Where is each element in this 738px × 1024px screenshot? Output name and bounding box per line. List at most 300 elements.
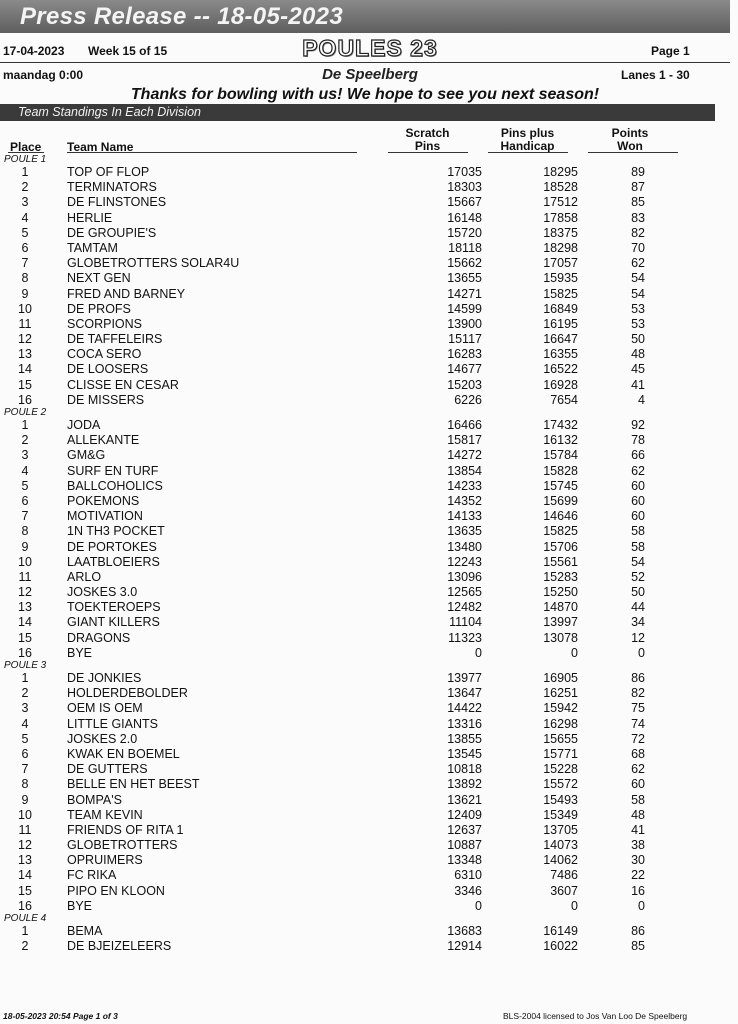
team-points-won: 53 xyxy=(631,301,645,316)
team-pins-handicap: 18295 xyxy=(543,165,578,179)
team-name: BALLCOHOLICS xyxy=(67,478,163,493)
team-scratch-pins: 12409 xyxy=(447,807,482,822)
team-name: TAMTAM xyxy=(67,240,118,255)
team-points-won: 45 xyxy=(631,362,645,377)
team-name: JOSKES 3.0 xyxy=(67,585,138,600)
team-place: 10 xyxy=(18,301,32,316)
team-name: DE PORTOKES xyxy=(67,539,157,554)
table-row xyxy=(0,868,738,883)
team-name: DE PROFS xyxy=(67,301,131,316)
team-pins-handicap: 15250 xyxy=(543,585,578,600)
team-pins-handicap: 16195 xyxy=(543,316,578,331)
team-scratch-pins: 13683 xyxy=(447,924,482,938)
team-points-won: 38 xyxy=(631,838,645,853)
team-pins-handicap: 16022 xyxy=(543,939,578,954)
team-scratch-pins: 12565 xyxy=(447,585,482,600)
week-label: Week 15 of 15 xyxy=(88,44,168,58)
table-row xyxy=(0,884,738,899)
team-place: 13 xyxy=(18,853,32,868)
team-scratch-pins: 15203 xyxy=(447,377,482,392)
team-points-won: 22 xyxy=(631,868,645,883)
team-place: 11 xyxy=(18,316,32,331)
team-scratch-pins: 10887 xyxy=(447,838,482,853)
team-points-won: 58 xyxy=(631,792,645,807)
table-row xyxy=(0,838,738,853)
team-name: HERLIE xyxy=(67,210,113,225)
team-points-won: 54 xyxy=(631,554,645,569)
team-scratch-pins: 12914 xyxy=(447,939,482,954)
column-header-handicap: Handicap xyxy=(500,139,555,153)
division-name: POULE 2 xyxy=(4,407,47,418)
team-points-won: 62 xyxy=(631,762,645,777)
team-place: 16 xyxy=(18,392,32,407)
team-place: 15 xyxy=(18,630,32,645)
team-pins-handicap: 15942 xyxy=(543,701,578,716)
team-name: BELLE EN HET BEEST xyxy=(67,777,200,792)
team-points-won: 58 xyxy=(631,539,645,554)
team-name: OPRUIMERS xyxy=(67,853,143,868)
team-name: ALLEKANTE xyxy=(67,433,140,448)
team-scratch-pins: 13480 xyxy=(447,539,482,554)
table-row xyxy=(0,732,738,747)
team-pins-handicap: 15771 xyxy=(543,746,578,761)
team-pins-handicap: 15349 xyxy=(543,807,578,822)
scratch-underline xyxy=(388,152,468,153)
team-pins-handicap: 14062 xyxy=(543,853,578,868)
team-pins-handicap: 15283 xyxy=(543,569,578,584)
team-name: JODA xyxy=(67,418,101,432)
team-place: 15 xyxy=(18,883,32,898)
team-points-won: 85 xyxy=(631,195,645,210)
team-place: 11 xyxy=(18,822,32,837)
team-points-won: 41 xyxy=(631,822,645,837)
team-name: BOMPA'S xyxy=(67,792,122,807)
table-row xyxy=(0,332,738,347)
team-pins-handicap: 16647 xyxy=(543,332,578,347)
team-points-won: 48 xyxy=(631,807,645,822)
team-points-won: 66 xyxy=(631,448,645,463)
table-row xyxy=(0,165,738,180)
team-points-won: 4 xyxy=(638,392,645,407)
team-place: 9 xyxy=(21,792,29,807)
day-time: maandag 0:00 xyxy=(3,68,84,82)
team-name: TEAM KEVIN xyxy=(67,807,143,822)
team-scratch-pins: 10818 xyxy=(447,762,482,777)
team-pins-handicap: 13078 xyxy=(543,630,578,645)
team-place: 16 xyxy=(18,898,32,913)
team-place: 7 xyxy=(21,509,29,524)
column-header-won: Won xyxy=(617,139,643,153)
table-row xyxy=(0,256,738,271)
team-place: 10 xyxy=(18,554,32,569)
team-pins-handicap: 16928 xyxy=(543,377,578,392)
team-name: DE JONKIES xyxy=(67,671,142,685)
team-place: 1 xyxy=(21,165,29,179)
team-place: 2 xyxy=(21,180,29,195)
table-row xyxy=(0,287,738,302)
team-pins-handicap: 15228 xyxy=(543,762,578,777)
team-points-won: 60 xyxy=(631,509,645,524)
team-name: COCA SERO xyxy=(67,347,142,362)
table-row xyxy=(0,808,738,823)
team-pins-handicap: 15655 xyxy=(543,731,578,746)
team-scratch-pins: 13316 xyxy=(447,716,482,731)
team-points-won: 54 xyxy=(631,271,645,286)
points-underline xyxy=(588,152,678,153)
footer-license: BLS-2004 licensed to Jos Van Loo De Speelberg xyxy=(503,1011,688,1021)
column-header-scratch-pins: Pins xyxy=(414,139,441,153)
table-row xyxy=(0,494,738,509)
team-points-won: 86 xyxy=(631,671,645,685)
team-pins-handicap: 17858 xyxy=(543,210,578,225)
team-pins-handicap: 15745 xyxy=(543,478,578,493)
team-points-won: 68 xyxy=(631,746,645,761)
team-points-won: 41 xyxy=(631,377,645,392)
division-name: POULE 3 xyxy=(4,660,47,671)
team-pins-handicap: 15935 xyxy=(543,271,578,286)
team-pins-handicap: 15828 xyxy=(543,463,578,478)
team-scratch-pins: 14599 xyxy=(447,301,482,316)
team-place: 8 xyxy=(21,271,29,286)
team-place: 1 xyxy=(21,924,29,938)
team-scratch-pins: 17035 xyxy=(447,165,482,179)
team-pins-handicap: 17057 xyxy=(543,256,578,271)
table-row xyxy=(0,180,738,195)
team-scratch-pins: 13621 xyxy=(447,792,482,807)
place-underline xyxy=(8,152,44,153)
team-place: 14 xyxy=(18,868,32,883)
team-place: 3 xyxy=(21,195,29,210)
team-scratch-pins: 13900 xyxy=(447,316,482,331)
table-row xyxy=(0,448,738,463)
table-row xyxy=(0,271,738,286)
team-points-won: 50 xyxy=(631,585,645,600)
division-header xyxy=(0,914,738,924)
team-scratch-pins: 15817 xyxy=(447,433,482,448)
team-place: 3 xyxy=(21,448,29,463)
team-name: DE BJEIZELEERS xyxy=(67,939,172,954)
team-points-won: 74 xyxy=(631,716,645,731)
team-place: 6 xyxy=(21,746,29,761)
table-row xyxy=(0,347,738,362)
team-pins-handicap: 18298 xyxy=(543,240,578,255)
team-pins-handicap: 7486 xyxy=(550,868,578,883)
column-header-pins-plus: Pins plus xyxy=(500,126,555,140)
team-name: SURF EN TURF xyxy=(67,463,159,478)
team-pins-handicap: 17432 xyxy=(543,418,578,432)
team-place: 2 xyxy=(21,939,29,954)
table-row xyxy=(0,762,738,777)
team-place: 9 xyxy=(21,539,29,554)
team-name: BYE xyxy=(67,645,93,660)
team-points-won: 92 xyxy=(631,418,645,432)
table-row xyxy=(0,418,738,433)
team-name: POKEMONS xyxy=(67,493,140,508)
team-scratch-pins: 16466 xyxy=(447,418,482,432)
team-pins-handicap: 0 xyxy=(571,898,578,913)
table-row xyxy=(0,939,738,954)
table-row xyxy=(0,378,738,393)
team-name: DE TAFFELEIRS xyxy=(67,332,163,347)
team-name: OEM IS OEM xyxy=(67,701,143,716)
team-name: SCORPIONS xyxy=(67,316,143,331)
table-row xyxy=(0,585,738,600)
team-points-won: 60 xyxy=(631,777,645,792)
team-scratch-pins: 14422 xyxy=(447,701,482,716)
team-points-won: 83 xyxy=(631,210,645,225)
team-pins-handicap: 13997 xyxy=(543,615,578,630)
team-name: HOLDERDEBOLDER xyxy=(67,686,188,701)
team-scratch-pins: 15667 xyxy=(447,195,482,210)
table-row xyxy=(0,793,738,808)
team-name: DE GROUPIE'S xyxy=(67,225,157,240)
column-header-scratch: Scratch xyxy=(405,126,450,140)
press-release-banner xyxy=(0,0,730,33)
table-row xyxy=(0,686,738,701)
table-row xyxy=(0,853,738,868)
page-number: Page 1 xyxy=(651,44,690,58)
team-place: 8 xyxy=(21,777,29,792)
table-row xyxy=(0,899,738,914)
table-row xyxy=(0,777,738,792)
team-name: GM&G xyxy=(67,448,106,463)
team-points-won: 62 xyxy=(631,463,645,478)
table-row xyxy=(0,524,738,539)
team-pins-handicap: 15784 xyxy=(543,448,578,463)
table-row xyxy=(0,615,738,630)
table-row xyxy=(0,362,738,377)
team-pins-handicap: 14646 xyxy=(543,509,578,524)
team-place: 4 xyxy=(21,716,29,731)
team-points-won: 60 xyxy=(631,493,645,508)
team-name: GLOBETROTTERS SOLAR4U xyxy=(67,256,240,271)
column-header-team: Team Name xyxy=(67,140,134,154)
team-name: TOEKTEROEPS xyxy=(67,600,161,615)
team-name: FC RIKA xyxy=(67,868,117,883)
team-points-won: 89 xyxy=(631,165,645,179)
team-underline xyxy=(67,152,357,153)
table-row xyxy=(0,747,738,762)
team-place: 9 xyxy=(21,286,29,301)
team-place: 12 xyxy=(18,838,32,853)
team-place: 4 xyxy=(21,463,29,478)
team-scratch-pins: 13348 xyxy=(447,853,482,868)
table-row xyxy=(0,646,738,661)
team-scratch-pins: 13545 xyxy=(447,746,482,761)
team-scratch-pins: 14133 xyxy=(447,509,482,524)
table-row xyxy=(0,717,738,732)
division-name: POULE 1 xyxy=(4,154,47,165)
team-place: 5 xyxy=(21,478,29,493)
team-place: 10 xyxy=(18,807,32,822)
column-header-place: Place xyxy=(10,140,42,154)
team-place: 12 xyxy=(18,332,32,347)
team-points-won: 86 xyxy=(631,924,645,938)
team-scratch-pins: 12482 xyxy=(447,600,482,615)
team-pins-handicap: 18375 xyxy=(543,225,578,240)
team-scratch-pins: 6310 xyxy=(454,868,482,883)
lanes-label: Lanes 1 - 30 xyxy=(621,68,690,82)
team-points-won: 58 xyxy=(631,524,645,539)
table-row xyxy=(0,924,738,939)
table-row xyxy=(0,671,738,686)
team-pins-handicap: 3607 xyxy=(550,883,578,898)
column-header-points: Points xyxy=(611,126,649,140)
team-points-won: 12 xyxy=(631,630,645,645)
table-row xyxy=(0,226,738,241)
team-scratch-pins: 11323 xyxy=(448,630,482,645)
team-points-won: 54 xyxy=(631,286,645,301)
team-place: 1 xyxy=(21,418,29,432)
team-scratch-pins: 18118 xyxy=(448,240,482,255)
team-pins-handicap: 7654 xyxy=(550,392,578,407)
team-scratch-pins: 15720 xyxy=(447,225,482,240)
team-name: ARLO xyxy=(67,569,102,584)
team-name: LITTLE GIANTS xyxy=(67,716,158,731)
league-title: POULES 23 xyxy=(302,35,438,61)
team-points-won: 53 xyxy=(631,316,645,331)
team-points-won: 75 xyxy=(631,701,645,716)
division-name: POULE 4 xyxy=(4,913,47,924)
bowling-center-name: De Speelberg xyxy=(322,66,418,83)
team-pins-handicap: 14870 xyxy=(543,600,578,615)
team-points-won: 34 xyxy=(631,615,645,630)
team-scratch-pins: 16148 xyxy=(447,210,482,225)
team-name: BYE xyxy=(67,898,93,913)
division-header xyxy=(0,661,738,671)
team-place: 11 xyxy=(18,569,32,584)
team-points-won: 82 xyxy=(631,686,645,701)
team-scratch-pins: 3346 xyxy=(454,883,482,898)
team-pins-handicap: 15699 xyxy=(543,493,578,508)
team-scratch-pins: 14352 xyxy=(447,493,482,508)
team-name: GLOBETROTTERS xyxy=(67,838,178,853)
team-place: 6 xyxy=(21,493,29,508)
team-pins-handicap: 15561 xyxy=(543,554,578,569)
team-scratch-pins: 15117 xyxy=(448,332,482,347)
header-rule xyxy=(0,62,730,63)
team-name: LAATBLOEIERS xyxy=(67,554,160,569)
table-row xyxy=(0,701,738,716)
handicap-underline xyxy=(488,152,568,153)
team-pins-handicap: 16522 xyxy=(543,362,578,377)
team-name: DE MISSERS xyxy=(67,392,145,407)
standings-table xyxy=(0,155,738,954)
press-release-title: Press Release -- 18-05-2023 xyxy=(20,3,343,30)
footer-print-info: 18-05-2023 20:54 Page 1 of 3 xyxy=(3,1011,118,1021)
team-name: DE GUTTERS xyxy=(67,762,148,777)
closing-message: Thanks for bowling with us! We hope to see you next season! xyxy=(130,86,600,103)
team-name: DE FLINSTONES xyxy=(67,195,167,210)
team-scratch-pins: 12637 xyxy=(447,822,482,837)
team-points-won: 48 xyxy=(631,347,645,362)
team-place: 13 xyxy=(18,600,32,615)
team-name: BEMA xyxy=(67,924,103,938)
team-scratch-pins: 14271 xyxy=(447,286,482,301)
team-place: 14 xyxy=(18,615,32,630)
team-name: DRAGONS xyxy=(67,630,131,645)
table-row xyxy=(0,393,738,408)
team-pins-handicap: 15825 xyxy=(543,286,578,301)
team-points-won: 60 xyxy=(631,478,645,493)
team-scratch-pins: 13655 xyxy=(447,271,482,286)
report-date: 17-04-2023 xyxy=(3,44,65,58)
team-scratch-pins: 14677 xyxy=(447,362,482,377)
team-points-won: 52 xyxy=(631,569,645,584)
team-name: JOSKES 2.0 xyxy=(67,731,138,746)
team-name: KWAK EN BOEMEL xyxy=(67,746,180,761)
team-points-won: 87 xyxy=(631,180,645,195)
team-place: 16 xyxy=(18,645,32,660)
table-row xyxy=(0,464,738,479)
table-row xyxy=(0,302,738,317)
team-pins-handicap: 16905 xyxy=(543,671,578,685)
team-name: FRED AND BARNEY xyxy=(67,286,186,301)
table-row xyxy=(0,317,738,332)
team-pins-handicap: 16132 xyxy=(543,433,578,448)
team-scratch-pins: 13096 xyxy=(447,569,482,584)
team-pins-handicap: 14073 xyxy=(543,838,578,853)
team-place: 8 xyxy=(21,524,29,539)
team-place: 12 xyxy=(18,585,32,600)
team-pins-handicap: 16355 xyxy=(543,347,578,362)
table-row xyxy=(0,555,738,570)
team-points-won: 16 xyxy=(631,883,645,898)
team-pins-handicap: 16251 xyxy=(543,686,578,701)
team-place: 7 xyxy=(21,256,29,271)
team-points-won: 62 xyxy=(631,256,645,271)
team-name: PIPO EN KLOON xyxy=(67,883,165,898)
team-scratch-pins: 13977 xyxy=(447,671,482,685)
team-place: 4 xyxy=(21,210,29,225)
team-pins-handicap: 17512 xyxy=(543,195,578,210)
team-scratch-pins: 13854 xyxy=(447,463,482,478)
table-row xyxy=(0,211,738,226)
section-title: Team Standings In Each Division xyxy=(18,105,201,119)
team-name: CLISSE EN CESAR xyxy=(67,377,179,392)
team-scratch-pins: 14272 xyxy=(447,448,482,463)
team-pins-handicap: 16298 xyxy=(543,716,578,731)
team-place: 6 xyxy=(21,240,29,255)
team-pins-handicap: 15706 xyxy=(543,539,578,554)
team-name: DE LOOSERS xyxy=(67,362,149,377)
division-header xyxy=(0,408,738,418)
team-place: 5 xyxy=(21,225,29,240)
team-points-won: 30 xyxy=(631,853,645,868)
team-points-won: 78 xyxy=(631,433,645,448)
team-scratch-pins: 11104 xyxy=(449,615,482,630)
team-name: TOP OF FLOP xyxy=(67,165,150,179)
table-row xyxy=(0,509,738,524)
team-name: MOTIVATION xyxy=(67,509,143,524)
team-scratch-pins: 0 xyxy=(475,645,482,660)
team-points-won: 72 xyxy=(631,731,645,746)
team-scratch-pins: 13892 xyxy=(447,777,482,792)
team-scratch-pins: 18303 xyxy=(447,180,482,195)
team-place: 14 xyxy=(18,362,32,377)
table-row xyxy=(0,570,738,585)
team-points-won: 85 xyxy=(631,939,645,954)
team-scratch-pins: 16283 xyxy=(447,347,482,362)
team-scratch-pins: 0 xyxy=(475,898,482,913)
team-pins-handicap: 15825 xyxy=(543,524,578,539)
team-name: 1N TH3 POCKET xyxy=(67,524,165,539)
team-scratch-pins: 13647 xyxy=(447,686,482,701)
table-row xyxy=(0,241,738,256)
table-row xyxy=(0,195,738,210)
team-pins-handicap: 18528 xyxy=(543,180,578,195)
table-row xyxy=(0,600,738,615)
